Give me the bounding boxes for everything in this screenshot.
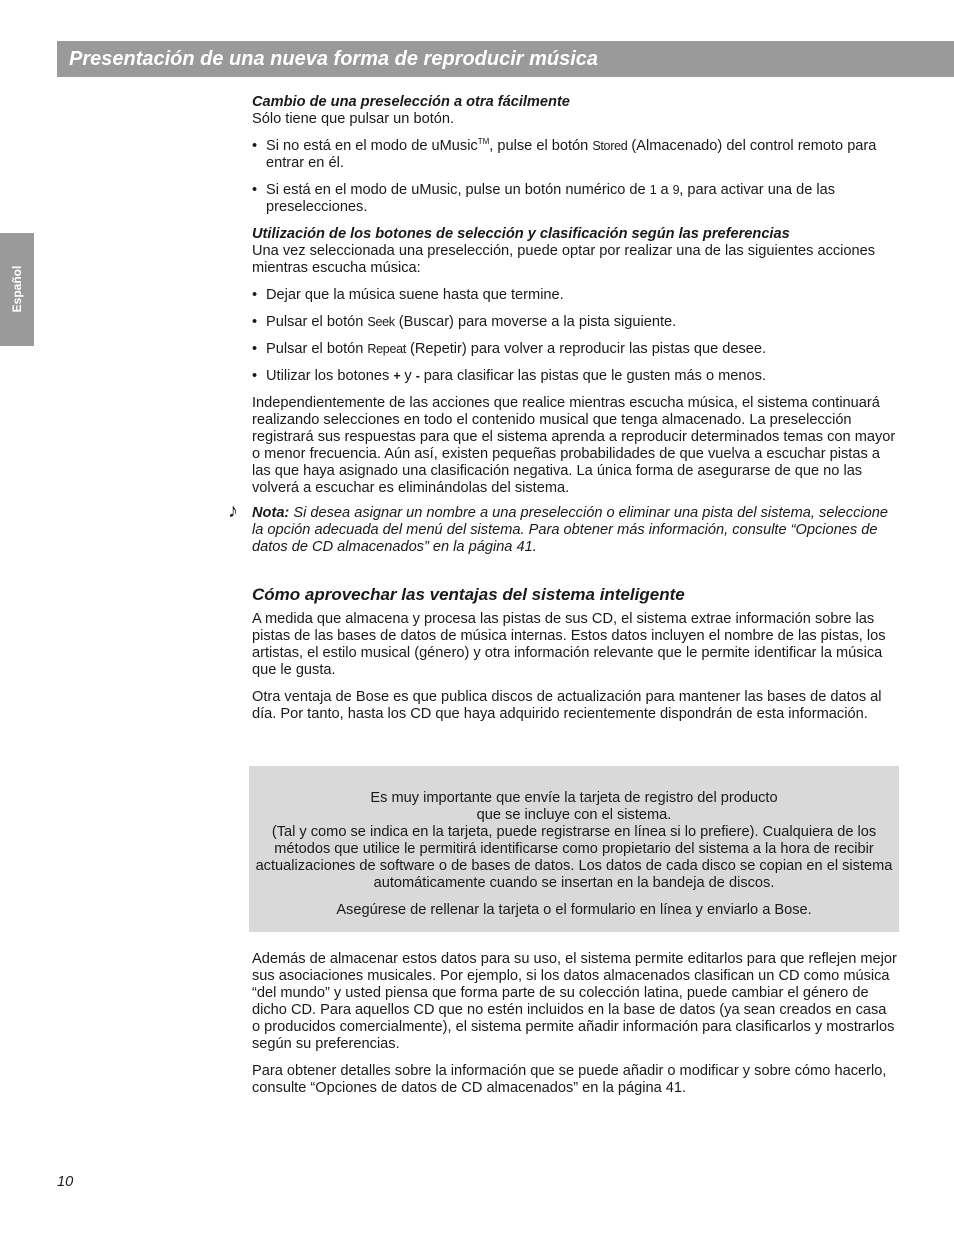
page-number: 10 xyxy=(57,1174,74,1190)
edit-data-paragraph: Además de almacenar estos datos para su uso, el sistema permite editarlos para que reflejen mejor sus asociaciones musicales. Por ejemplo, si los datos almacenados clasifican un CD como música “del mundo” y usted piensa que forma parte de su colección latina, puede cambiar el género de dicho CD. Para aquellos CD que no estén incluidos en la base de datos (ya sean creados en casa o producidos comercialmente), el sistema permite añadir información para clasificarlos y mostrarlos según su preferencias. xyxy=(252,951,897,1052)
preset-switch-heading: Cambio de una preselección a otra fácilmente xyxy=(252,94,570,110)
list-item: • Dejar que la música suene hasta que termine. xyxy=(252,287,897,304)
details-paragraph: Para obtener detalles sobre la información que se puede añadir o modificar y sobre cómo hacerlo, consulte “Opciones de datos de CD almacenados” en la página 41. xyxy=(252,1063,887,1096)
smart-system-paragraph-2: Otra ventaja de Bose es que publica discos de actualización para mantener las bases de datos al día. Por tanto, hasta los CD que haya adquirido recientemente dispondrán de esta información. xyxy=(252,689,882,722)
stored-button-label: Stored xyxy=(592,139,628,153)
rating-buttons-list xyxy=(252,287,897,385)
rating-paragraph: Independientemente de las acciones que realice mientras escucha música, el sistema continuará realizando selecciones en todo el contenido musical que tenga almacenado. La preselección registrará sus respuestas para que el sistema aprenda a reproducir determinados temas con mayor o menor frecuencia. Aún así, existen pequeñas probabilidades de que vuelva a escuchar pistas a las que haya asignado una clasificación negativa. La única forma de asegurarse de que no las volverá a escuchar es eliminándolas del sistema. xyxy=(252,395,896,496)
number-button-label: 9 xyxy=(672,183,680,197)
list-item: • Si está en el modo de uMusic, pulse un botón numérico de 1 a 9, para activar una de las preselecciones. xyxy=(252,182,897,216)
header-bar xyxy=(57,41,954,77)
smart-system-heading: Cómo aprovechar las ventajas del sistema inteligente xyxy=(252,585,685,604)
note-text: Si desea asignar un nombre a una preselección o eliminar una pista del sistema, seleccione la opción adecuada del menú del sistema. Para obtener más información, consulte “Opciones de datos de CD almacenados” en la página 41. xyxy=(252,505,888,555)
repeat-button-label: Repeat xyxy=(367,342,406,356)
preset-switch-list xyxy=(252,138,897,216)
list-item: • Si no está en el modo de uMusic™, pulse el botón Stored (Almacenado) del control remoto para entrar en él. xyxy=(252,138,897,172)
registration-callout xyxy=(249,766,899,932)
rating-buttons-intro: Una vez seleccionada una preselección, puede optar por realizar una de las siguientes acciones mientras escucha música: xyxy=(252,243,876,276)
preset-switch-intro: Sólo tiene que pulsar un botón. xyxy=(252,111,455,127)
note-block xyxy=(228,500,897,556)
seek-button-label: Seek xyxy=(367,315,395,329)
language-label: Español xyxy=(10,265,24,313)
language-side-tab xyxy=(0,233,34,346)
main-content-bottom xyxy=(252,951,897,1097)
callout-line-3: (Tal y como se indica en la tarjeta, puede registrarse en línea si lo prefiere). Cualquiera de los métodos que utilice le permitirá identificarse como propietario del sistema a la hora de recibir actualizaciones de software o de bases de datos. Los datos de cada disco se copian en el sistema automáticamente cuando se insertan en la bandeja de discos. xyxy=(255,824,893,891)
callout-line-2: que se incluye con el sistema. xyxy=(476,807,672,823)
music-note-icon: ♪ xyxy=(228,500,238,522)
main-content-top xyxy=(228,94,897,723)
list-item: • Pulsar el botón Seek (Buscar) para moverse a la pista siguiente. xyxy=(252,314,897,331)
page-title: Presentación de una nueva forma de reproducir música xyxy=(69,48,599,70)
callout-line-4: Asegúrese de rellenar la tarjeta o el formulario en línea y enviarlo a Bose. xyxy=(336,902,812,918)
note-label: Nota: xyxy=(252,505,290,521)
plus-button-label: + xyxy=(393,369,401,383)
callout-line-1: Es muy importante que envíe la tarjeta de registro del producto xyxy=(370,790,778,806)
list-item: • Pulsar el botón Repeat (Repetir) para volver a reproducir las pistas que desee. xyxy=(252,341,897,358)
list-item: • Utilizar los botones + y - para clasificar las pistas que le gusten más o menos. xyxy=(252,368,897,385)
smart-system-paragraph-1: A medida que almacena y procesa las pistas de sus CD, el sistema extrae información sobre las pistas de las bases de datos de música internas. Estos datos incluyen el nombre de las pistas, los artistas, el estilo musical (género) y otra información relevante que le permite identificar la música que le gusta. xyxy=(252,611,886,678)
number-button-label: 1 xyxy=(649,183,657,197)
minus-button-label: - xyxy=(415,369,420,383)
rating-buttons-heading: Utilización de los botones de selección y clasificación según las preferencias xyxy=(252,226,790,242)
